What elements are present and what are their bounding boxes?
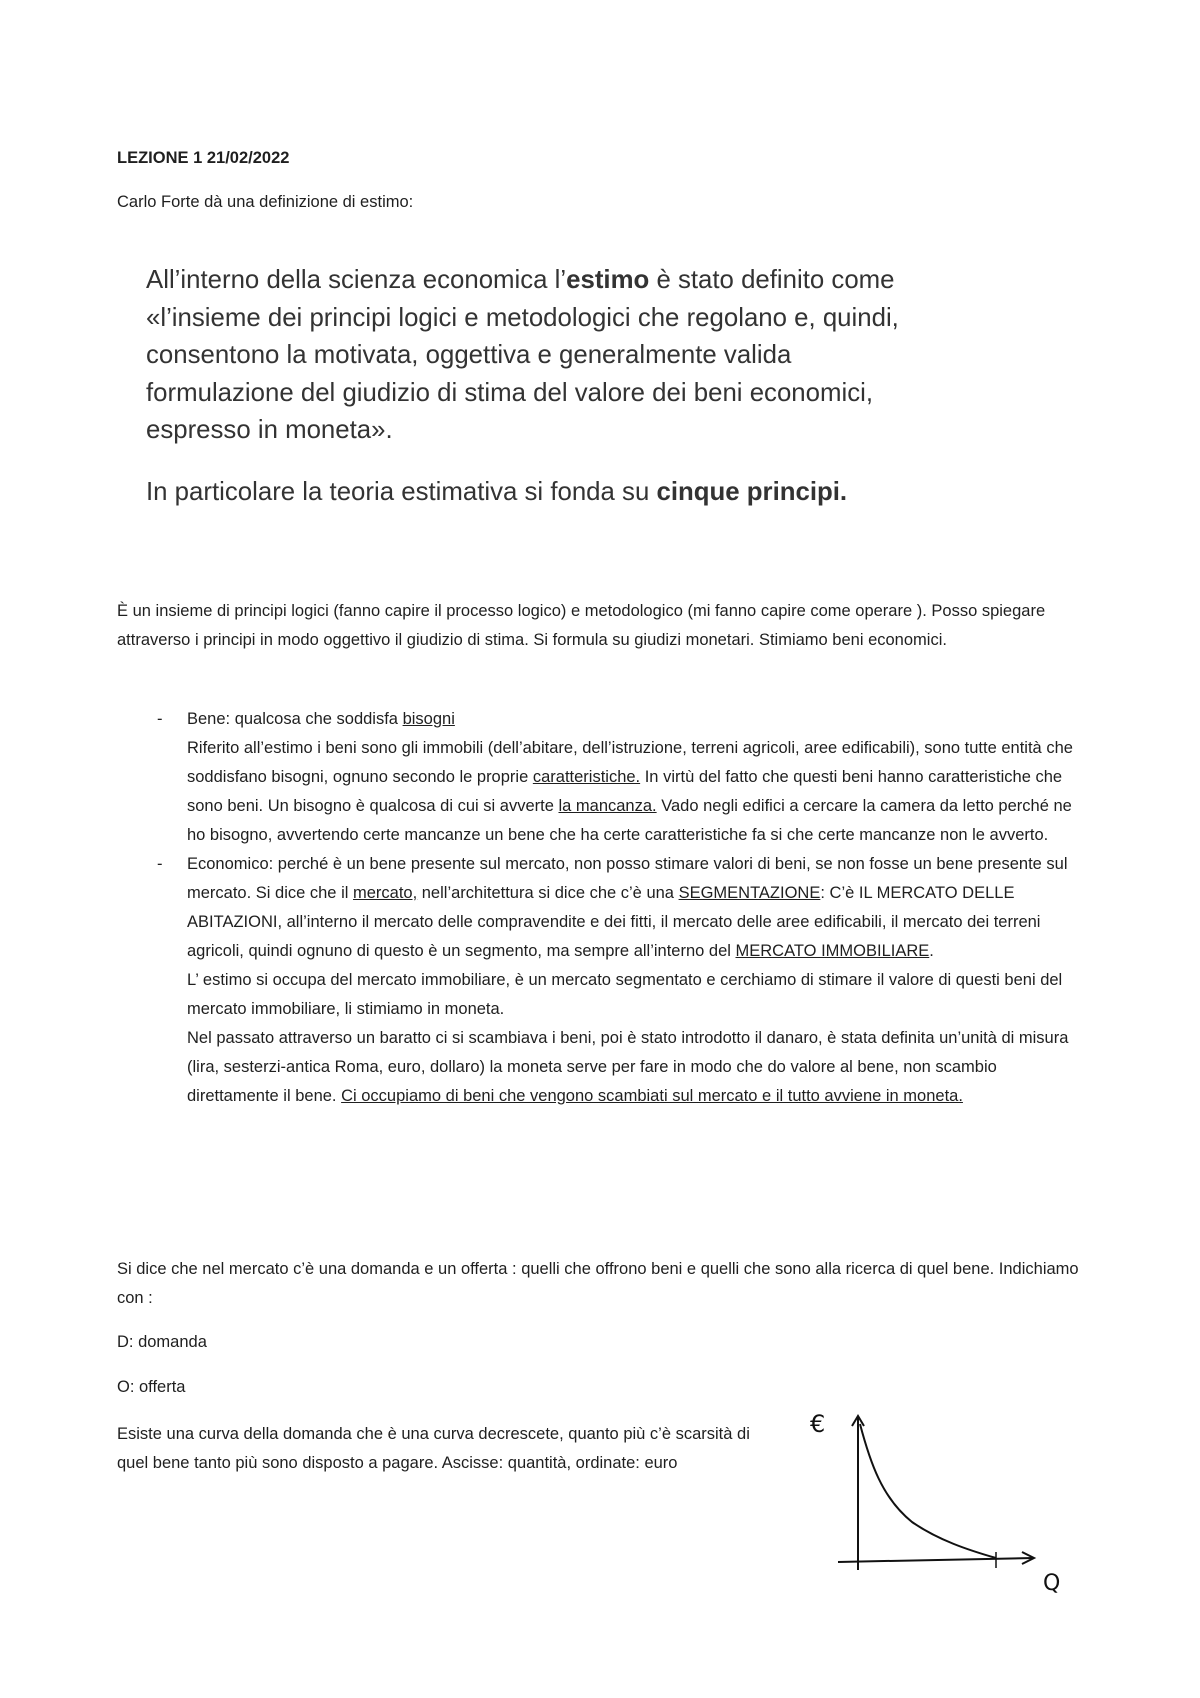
bullet-bene-body: Riferito all’estimo i beni sono gli immobili (dell’abitare, dell’istruzione, terreni agricoli, aree edificabili), sono tutte entità che soddisfano bisogni, ognuno secondo le proprie caratteristiche. In virtù del fatto che questi beni hanno caratteristiche che sono beni. Un bisogno è qualcosa di cui si avverte la mancanza. Vado negli edifici a cercare la camera da letto perché ne ho bisogno, avvertendo certe mancanze un bene che ha certe caratteristiche fa si che certe mancanze non le avverto. xyxy=(187,739,1073,844)
euro-axis-label: € xyxy=(810,1410,826,1438)
quote-line-2: «l’insieme dei principi logici e metodologici che regolano e, quindi, xyxy=(146,303,899,332)
definition-quote-image xyxy=(146,262,1086,511)
quote-principles-line: In particolare la teoria estimativa si fonda su cinque principi. xyxy=(146,477,848,506)
bullet-bene xyxy=(117,705,1087,850)
x-axis xyxy=(838,1558,1033,1562)
demand-curve-sketch xyxy=(808,1402,1078,1602)
demand-curve xyxy=(860,1424,996,1558)
paragraph-market: Si dice che nel mercato c’è una domanda e un offerta : quelli che offrono beni e quelli che sono alla ricerca di quel bene. Indichiamo con : xyxy=(117,1260,1079,1307)
demand-curve-text: Esiste una curva della domanda che è una curva decrescete, quanto più c’è scarsità di quel bene tanto più sono disposto a pagare. Ascisse: quantità, ordinate: euro xyxy=(117,1425,750,1472)
bullet-economico-body: Economico: perché è un bene presente sul mercato, non posso stimare valori di beni, se non fosse un bene presente sul mercato. Si dice che il mercato, nell’architettura si dice che c’è una SEGMENTAZIONE: C’è IL MERCATO DELLE ABITAZIONI, all’interno il mercato delle compravendite e dei fitti, il mercato delle aree edificabili, il mercato dei terreni agricoli, quindi ognuno di questo è un segmento, ma sempre all’interno del MERCATO IMMOBILIARE. xyxy=(187,855,1068,960)
quote-line-4: formulazione del giudizio di stima del valore dei beni economici, xyxy=(146,378,873,407)
bullet-bene-title: Bene: qualcosa che soddisfa bisogni xyxy=(187,710,455,728)
intro-text: Carlo Forte dà una definizione di estimo: xyxy=(117,193,414,211)
quote-line-3: consentono la motivata, oggettiva e generalmente valida xyxy=(146,341,792,369)
bullet-economico xyxy=(117,850,1087,1111)
bullet-dash: - xyxy=(157,710,163,728)
paragraph-principles: È un insieme di principi logici (fanno capire il processo logico) e metodologico (mi fanno capire come operare ). Posso spiegare attraverso i principi in modo oggettivo il giudizio di stima. Si formula su giudizi monetari. Stimiamo beni economici. xyxy=(117,602,1046,649)
quote-line-1: All’interno della scienza economica l’estimo è stato definito come xyxy=(146,266,895,294)
lesson-heading: LEZIONE 1 21/02/2022 xyxy=(117,149,290,167)
bullet-dash: - xyxy=(157,855,163,873)
bullet-economico-history: Nel passato attraverso un baratto ci si scambiava i beni, poi è stato introdotto il danaro, è stata definita un’unità di misura (lira, sesterzi-antica Roma, euro, dollaro) la moneta serve per fare in modo che do valore al bene, non scambio direttamente il bene. Ci occupiamo di beni che vengono scambiati sul mercato e il tutto avviene in moneta. xyxy=(187,1029,1069,1105)
quantity-axis-label: Q xyxy=(1043,1571,1061,1596)
bullet-economico-estimo: L’ estimo si occupa del mercato immobiliare, è un mercato segmentato e cerchiamo di stimare il valore di questi beni del mercato immobiliare, li stimiamo in moneta. xyxy=(187,971,1063,1018)
quote-line-5: espresso in moneta». xyxy=(146,416,393,444)
offerta-definition: O: offerta xyxy=(117,1378,186,1396)
bullet-list xyxy=(117,705,1087,1111)
domanda-definition: D: domanda xyxy=(117,1333,207,1351)
